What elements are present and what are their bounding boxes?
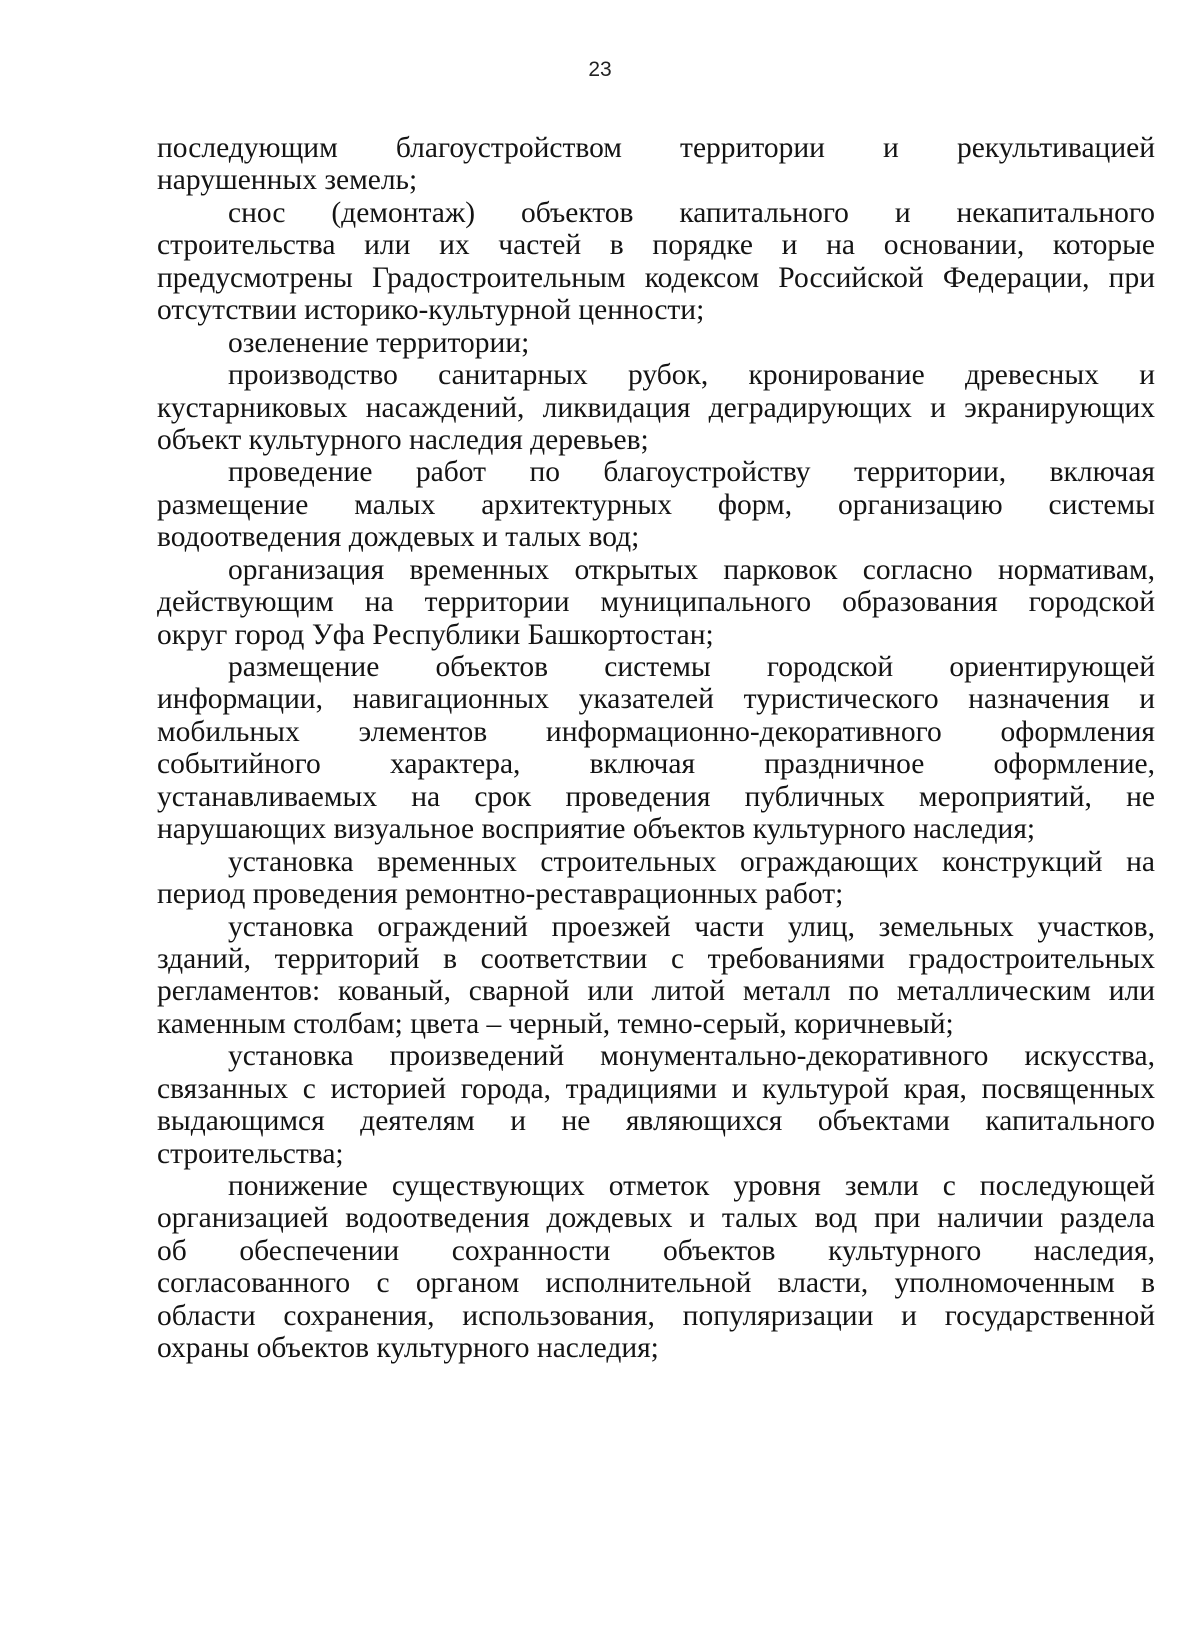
- text-line: размещение малых архитектурных форм, организацию системы: [157, 488, 1155, 521]
- text-line: зданий, территорий в соответствии с требованиями градостроительных: [157, 942, 1155, 975]
- text-line: об обеспечении сохранности объектов культурного наследия,: [157, 1234, 1155, 1267]
- text-line: кустарниковых насаждений, ликвидация деградирующих и экранирующих: [157, 391, 1155, 424]
- text-line: строительства;: [157, 1137, 344, 1170]
- text-line: снос (демонтаж) объектов капитального и некапитального: [228, 196, 1155, 229]
- text-line: мобильных элементов информационно-декоративного оформления: [157, 715, 1155, 748]
- text-line: размещение объектов системы городской ориентирующей: [228, 651, 1155, 683]
- text-line: проведение работ по благоустройству территории, включая: [228, 456, 1155, 489]
- text-line: выдающимся деятелям и не являющихся объектами капитального: [157, 1105, 1155, 1138]
- text-line: действующим на территории муниципального образования городской: [157, 586, 1155, 619]
- text-line: водоотведения дождевых и талых вод;: [157, 521, 640, 554]
- text-line: производство санитарных рубок, кронирование древесных и: [228, 359, 1155, 392]
- text-line: установка временных строительных ограждающих конструкций на: [228, 845, 1155, 878]
- paragraph: [157, 651, 1155, 846]
- paragraph: [157, 359, 1155, 456]
- text-line: отсутствии историко-культурной ценности;: [157, 294, 705, 327]
- text-line: регламентов: кованый, сварной или литой металл по металлическим или: [157, 975, 1155, 1008]
- text-line: период проведения ремонтно-реставрационных работ;: [157, 878, 844, 911]
- text-line: событийного характера, включая праздничное оформление,: [157, 748, 1155, 781]
- text-line: предусмотрены Градостроительным кодексом Российской Федерации, при: [157, 261, 1155, 294]
- text-line: охраны объектов культурного наследия;: [157, 1332, 659, 1365]
- text-line: последующим благоустройством территории и рекультивацией: [157, 132, 1155, 164]
- text-line: согласованного с органом исполнительной власти, уполномоченным в: [157, 1267, 1155, 1300]
- text-line: нарушенных земель;: [157, 164, 418, 197]
- text-line: организация временных открытых парковок согласно нормативам,: [228, 553, 1155, 586]
- text-line: установка произведений монументально-декоративного искусства,: [228, 1040, 1155, 1073]
- text-line: понижение существующих отметок уровня земли с последующей: [228, 1170, 1155, 1202]
- text-line: связанных с историей города, традициями и культурой края, посвященных: [157, 1072, 1155, 1105]
- text-line: организацией водоотведения дождевых и талых вод при наличии раздела: [157, 1202, 1155, 1235]
- paragraph: [157, 554, 1155, 651]
- text-line: округ город Уфа Республики Башкортостан;: [157, 618, 714, 651]
- text-line: установка ограждений проезжей части улиц, земельных участков,: [228, 910, 1155, 943]
- paragraph: [157, 1170, 1155, 1365]
- text-line: строительства или их частей в порядке и на основании, которые: [157, 229, 1155, 262]
- document-body: [157, 132, 1155, 1365]
- text-line: каменным столбам; цвета – черный, темно-серый, коричневый;: [157, 1007, 954, 1040]
- paragraph: [157, 1040, 1155, 1170]
- paragraph: [157, 132, 1155, 197]
- paragraph: [157, 846, 1155, 911]
- paragraph: [157, 911, 1155, 1041]
- text-line: области сохранения, использования, популяризации и государственной: [157, 1299, 1155, 1332]
- paragraph: [157, 327, 1155, 359]
- text-line: устанавливаемых на срок проведения публичных мероприятий, не: [157, 780, 1155, 813]
- text-line: объект культурного наследия деревьев;: [157, 423, 649, 456]
- page-number: 23: [588, 58, 612, 81]
- text-line: нарушающих визуальное восприятие объектов культурного наследия;: [157, 813, 1036, 846]
- text-line: информации, навигационных указателей туристического назначения и: [157, 683, 1155, 716]
- paragraph: [157, 197, 1155, 327]
- text-line: озеленение территории;: [228, 326, 530, 359]
- paragraph: [157, 456, 1155, 553]
